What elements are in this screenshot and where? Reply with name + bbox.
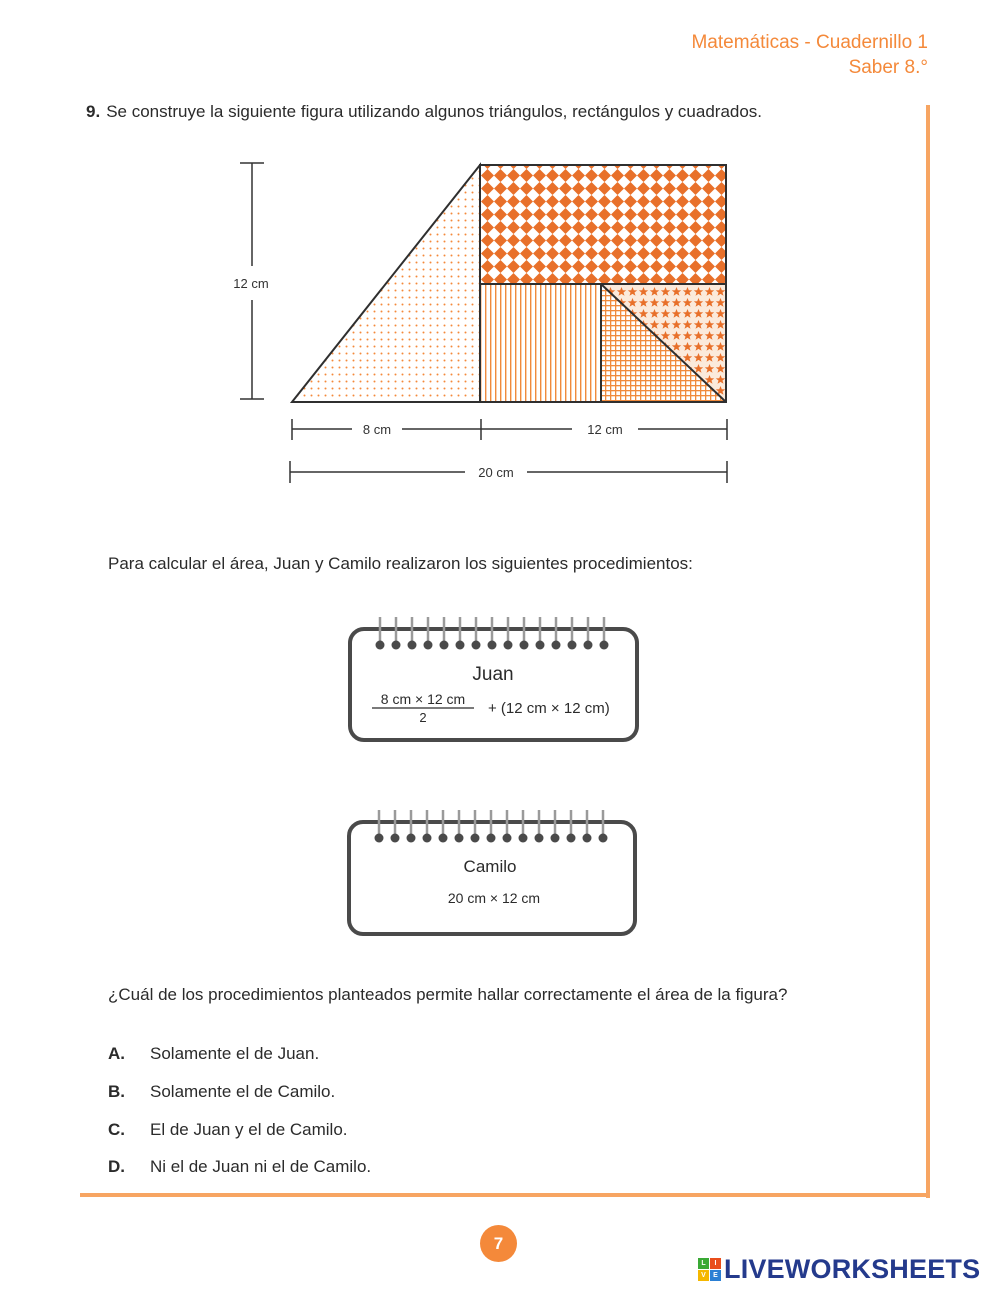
option-c-text: El de Juan y el de Camilo.	[150, 1120, 348, 1139]
juan-denominator: 2	[419, 710, 427, 725]
header-level: Saber 8.°	[848, 57, 928, 78]
option-d[interactable]	[108, 1157, 371, 1177]
vertical-stripes-square	[480, 284, 601, 402]
question-number: 9.	[86, 102, 101, 121]
page-number-badge: 7	[480, 1225, 517, 1262]
camilo-name: Camilo	[463, 857, 517, 876]
brand-name: LIVEWORKSHEETS	[724, 1254, 981, 1284]
option-a[interactable]	[108, 1044, 319, 1064]
camilo-formula: 20 cm × 12 cm	[447, 890, 541, 906]
juan-name: Juan	[472, 664, 514, 685]
option-d-text: Ni el de Juan ni el de Camilo.	[150, 1157, 372, 1176]
top-rectangle	[480, 165, 726, 284]
option-d-letter: D.	[108, 1157, 125, 1176]
camilo-notebook	[349, 810, 635, 934]
question-prompt: ¿Cuál de los procedimientos planteados permite hallar correctamente el área de la figura?	[108, 985, 788, 1004]
total-width-label: 20 cm	[478, 465, 514, 480]
right-width-label: 12 cm	[587, 422, 623, 437]
juan-notebook	[350, 617, 637, 740]
juan-numerator: 8 cm × 12 cm	[380, 691, 466, 707]
option-c[interactable]	[108, 1120, 348, 1140]
left-width-label: 8 cm	[362, 422, 392, 437]
juan-rest: + (12 cm × 12 cm)	[488, 700, 610, 717]
procedures-intro: Para calcular el área, Juan y Camilo realizaron los siguientes procedimientos:	[108, 554, 693, 573]
option-c-letter: C.	[108, 1120, 125, 1139]
option-a-letter: A.	[108, 1044, 125, 1063]
option-a-text: Solamente el de Juan.	[150, 1044, 320, 1063]
brand-blocks-icon: L I V E	[698, 1258, 721, 1281]
question-text: Se construye la siguiente figura utilizando algunos triángulos, rectángulos y cuadrados.	[106, 102, 763, 121]
option-b-text: Solamente el de Camilo.	[150, 1082, 336, 1101]
option-b[interactable]	[108, 1082, 335, 1102]
liveworksheets-logo[interactable]	[698, 1254, 980, 1285]
height-label: 12 cm	[233, 276, 269, 291]
option-b-letter: B.	[108, 1082, 125, 1101]
header-subject: Matemáticas - Cuadernillo 1	[691, 32, 928, 53]
